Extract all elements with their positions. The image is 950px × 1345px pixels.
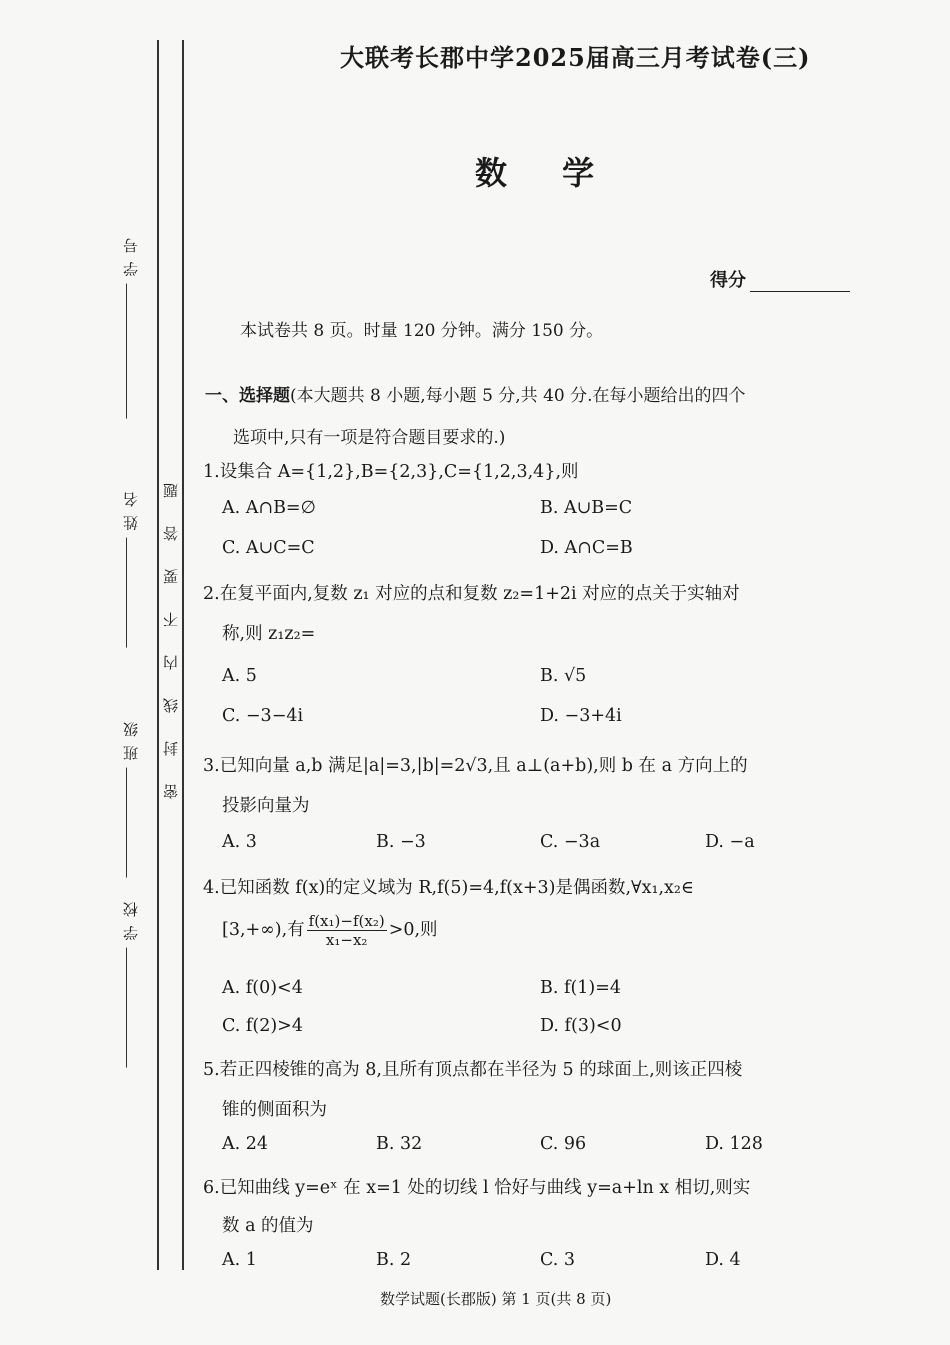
- q2-option-b[interactable]: B. √5: [540, 666, 587, 686]
- q4-option-c[interactable]: C. f(2)>4: [222, 1016, 303, 1036]
- q1-option-c[interactable]: C. A∪C=C: [222, 538, 315, 558]
- question-2-stem-line1: 2.在复平面内,复数 z₁ 对应的点和复数 z₂=1+2i 对应的点关于实轴对: [203, 584, 740, 604]
- q4-option-d[interactable]: D. f(3)<0: [540, 1016, 622, 1036]
- q3-option-b[interactable]: B. −3: [376, 832, 426, 852]
- q5-option-c[interactable]: C. 96: [540, 1134, 587, 1154]
- section-desc-line2: 选项中,只有一项是符合题目要求的.): [233, 428, 506, 448]
- question-6-stem-line1: 6.已知曲线 y=eˣ 在 x=1 处的切线 l 恰好与曲线 y=a+ln x 相切,则实: [203, 1178, 751, 1198]
- question-6-stem-line2: 数 a 的值为: [222, 1216, 314, 1236]
- q2-option-d[interactable]: D. −3+4i: [540, 706, 622, 726]
- q3-option-c[interactable]: C. −3a: [540, 832, 601, 852]
- score-label: 得分: [710, 270, 746, 291]
- q6-option-d[interactable]: D. 4: [705, 1250, 741, 1270]
- q2-option-a[interactable]: A. 5: [222, 666, 257, 686]
- subject-title: 数 学: [475, 154, 617, 192]
- q4-fraction-numerator: f(x₁)−f(x₂): [308, 912, 385, 930]
- q1-option-a[interactable]: A. A∩B=∅: [222, 498, 316, 518]
- exam-intro: 本试卷共 8 页。时量 120 分钟。满分 150 分。: [240, 321, 604, 341]
- q5-option-a[interactable]: A. 24: [222, 1134, 269, 1154]
- q4-interval: [3,+∞),有: [222, 920, 305, 940]
- binding-line-inner: [182, 40, 184, 1270]
- binding-line-outer: [157, 40, 159, 1270]
- exam-title: 大联考长郡中学2025届高三月考试卷(三): [340, 43, 811, 72]
- section-title: 一、选择题: [205, 386, 290, 406]
- question-5-stem-line2: 锥的侧面积为: [222, 1100, 327, 1120]
- page-footer: 数学试题(长郡版) 第 1 页(共 8 页): [380, 1290, 612, 1308]
- score-blank[interactable]: [750, 273, 850, 292]
- school-field[interactable]: [120, 900, 141, 1068]
- q6-option-a[interactable]: A. 1: [222, 1250, 257, 1270]
- question-4-stem-line2: [222, 912, 882, 949]
- question-3-stem-line2: 投影向量为: [222, 796, 310, 816]
- question-2-stem-line2: 称,则 z₁z₂=: [222, 624, 316, 644]
- class-label: 班 级: [122, 720, 140, 761]
- q4-fraction: [307, 912, 387, 949]
- name-label: 姓 名: [122, 490, 140, 531]
- student-id-field[interactable]: [120, 236, 141, 419]
- student-id-label: 学 号: [122, 236, 140, 277]
- score-field[interactable]: [710, 266, 850, 292]
- q1-option-d[interactable]: D. A∩C=B: [540, 538, 633, 558]
- seal-notice: 密封线内不要答题: [162, 455, 180, 799]
- school-label: 学 校: [122, 900, 140, 941]
- question-3-stem-line1: 3.已知向量 a,b 满足|a|=3,|b|=2√3,且 a⊥(a+b),则 b 在 a 方向上的: [203, 756, 748, 776]
- section-header: [205, 375, 860, 459]
- q5-option-b[interactable]: B. 32: [376, 1134, 423, 1154]
- question-5-stem-line1: 5.若正四棱锥的高为 8,且所有顶点都在半径为 5 的球面上,则该正四棱: [203, 1060, 743, 1080]
- q6-option-c[interactable]: C. 3: [540, 1250, 576, 1270]
- class-field[interactable]: [120, 720, 141, 878]
- section-desc-line1: (本大题共 8 小题,每小题 5 分,共 40 分.在每小题给出的四个: [290, 386, 746, 406]
- q2-option-c[interactable]: C. −3−4i: [222, 706, 304, 726]
- q4-fraction-denominator: x₁−x₂: [325, 931, 368, 949]
- q1-option-b[interactable]: B. A∪B=C: [540, 498, 633, 518]
- q4-option-b[interactable]: B. f(1)=4: [540, 978, 622, 998]
- name-field[interactable]: [120, 490, 141, 648]
- q4-inequality: >0,则: [388, 920, 438, 940]
- question-1-stem: 1.设集合 A={1,2},B={2,3},C={1,2,3,4},则: [203, 462, 579, 482]
- q3-option-d[interactable]: D. −a: [705, 832, 755, 852]
- q5-option-d[interactable]: D. 128: [705, 1134, 763, 1154]
- question-4-stem-line1: 4.已知函数 f(x)的定义域为 R,f(5)=4,f(x+3)是偶函数,∀x₁,x₂∈: [203, 878, 694, 898]
- q3-option-a[interactable]: A. 3: [222, 832, 257, 852]
- q6-option-b[interactable]: B. 2: [376, 1250, 412, 1270]
- q4-option-a[interactable]: A. f(0)<4: [222, 978, 303, 998]
